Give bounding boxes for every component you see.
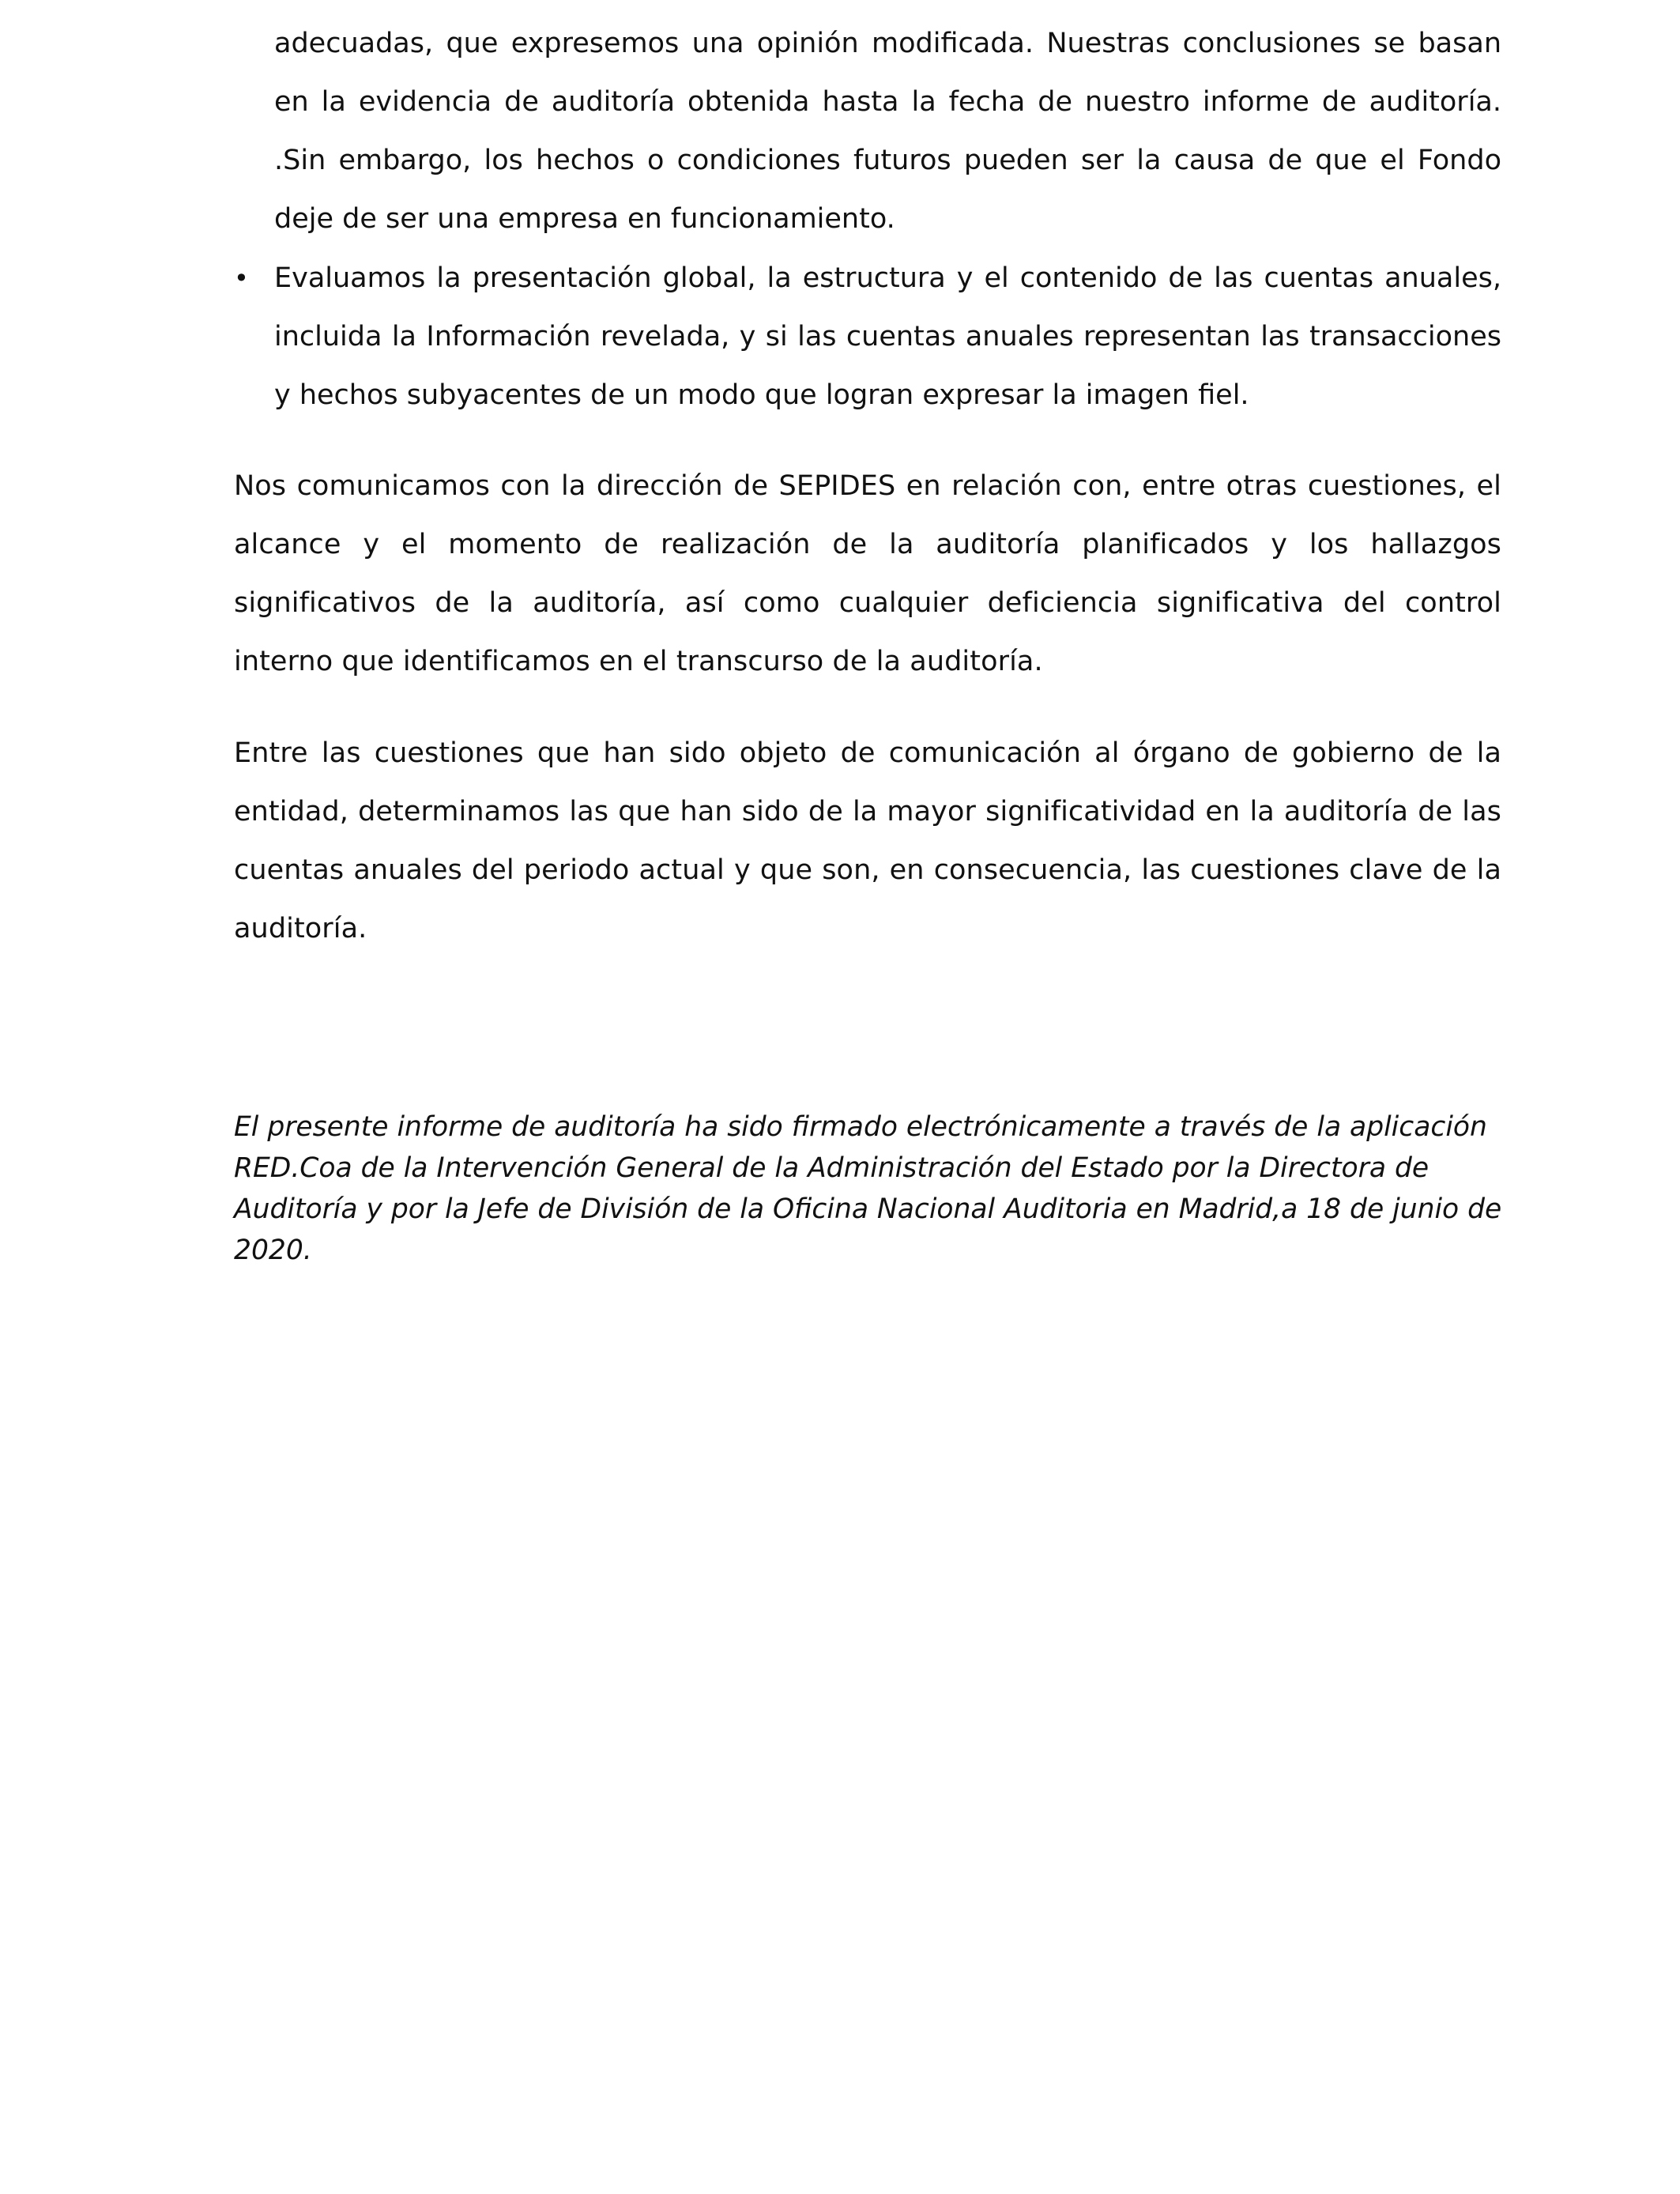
bullet-continuation-text: adecuadas, que expresemos una opinión modificada. Nuestras conclusiones se basan en la evidencia de auditoría obtenida hasta la fecha de nuestro informe de auditoría. .Sin embargo, los hechos o condiciones futuros pueden ser la causa de que el Fondo deje de ser una empresa en funcionamiento. [274,28,1501,235]
paragraph-communication: Nos comunicamos con la dirección de SEPIDES en relación con, entre otras cuestiones, el alcance y el momento de realización de la auditoría planificados y los hallazgos significativos de la auditoría, así como cualquier deficiencia significativa del control interno que identificamos en el transcurso de la auditoría. [234,470,1501,677]
electronic-signature-note: El presente informe de auditoría ha sido firmado electrónicamente a través de la aplicación RED.Coa de la Intervención General de la Administración del Estado por la Directora de Auditoría y por la Jefe de División de la Oficina Nacional Auditoria en Madrid,a 18 de junio de 2020. [234,1111,1502,1266]
bullet-dot-icon: • [234,263,249,293]
bullet-list-item [234,249,1501,424]
paragraph-key-matters: Entre las cuestiones que han sido objeto de comunicación al órgano de gobierno de la entidad, determinamos las que han sido de la mayor significatividad en la auditoría de las cuentas anuales del periodo actual y que son, en consecuencia, las cuestiones clave de la auditoría. [234,737,1501,944]
bullet-item-text: Evaluamos la presentación global, la estructura y el contenido de las cuentas anuales, incluida la Información revelada, y si las cuentas anuales representan las transacciones y hechos subyacentes de un modo que logran expresar la imagen fiel. [274,262,1501,411]
